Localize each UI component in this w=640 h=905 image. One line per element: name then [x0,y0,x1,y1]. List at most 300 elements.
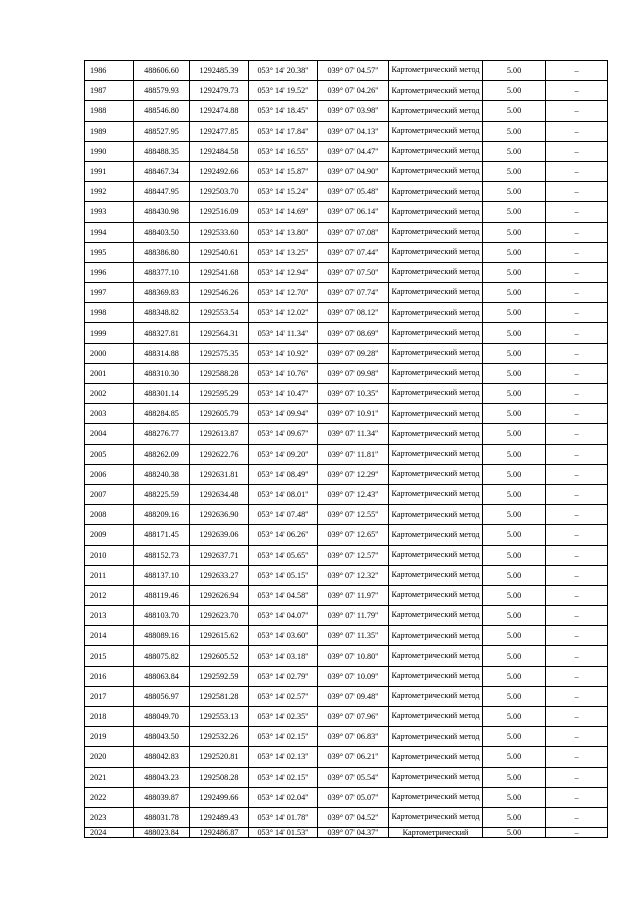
latitude-cell: 053° 14' 05.65" [249,545,318,565]
method-cell: Картометрический метод [389,747,483,767]
point-number-cell: 2021 [85,767,134,787]
point-number-cell: 2022 [85,787,134,807]
method-cell: Картометрический метод [389,384,483,404]
accuracy-cell: 5.00 [483,262,546,282]
x-coordinate-cell: 488152.73 [134,545,190,565]
y-coordinate-cell: 1292486.87 [190,828,249,838]
description-cell: – [546,807,608,827]
x-coordinate-cell: 488103.70 [134,606,190,626]
longitude-cell: 039° 07' 08.12" [318,303,389,323]
description-cell: – [546,182,608,202]
point-number-cell: 1995 [85,242,134,262]
table-row [85,747,608,767]
longitude-cell: 039° 07' 07.96" [318,707,389,727]
description-cell: – [546,61,608,81]
longitude-cell: 039° 07' 04.37" [318,828,389,838]
longitude-cell: 039° 07' 09.28" [318,343,389,363]
accuracy-cell: 5.00 [483,222,546,242]
latitude-cell: 053° 14' 09.94" [249,404,318,424]
y-coordinate-cell: 1292553.13 [190,707,249,727]
longitude-cell: 039° 07' 11.34" [318,424,389,444]
method-cell: Картометрический метод [389,646,483,666]
latitude-cell: 053° 14' 02.15" [249,727,318,747]
description-cell: – [546,767,608,787]
y-coordinate-cell: 1292631.81 [190,464,249,484]
latitude-cell: 053° 14' 08.49" [249,464,318,484]
accuracy-cell: 5.00 [483,484,546,504]
point-number-cell: 2011 [85,565,134,585]
latitude-cell: 053° 14' 12.94" [249,262,318,282]
point-number-cell: 2003 [85,404,134,424]
method-cell: Картометрический метод [389,707,483,727]
x-coordinate-cell: 488546.80 [134,101,190,121]
table-row [85,363,608,383]
description-cell: – [546,525,608,545]
table-row [85,343,608,363]
longitude-cell: 039° 07' 04.90" [318,161,389,181]
x-coordinate-cell: 488049.70 [134,707,190,727]
latitude-cell: 053° 14' 17.84" [249,121,318,141]
table-row [85,202,608,222]
description-cell: – [546,283,608,303]
longitude-cell: 039° 07' 12.32" [318,565,389,585]
x-coordinate-cell: 488043.23 [134,767,190,787]
point-number-cell: 1988 [85,101,134,121]
table-row [85,585,608,605]
coordinates-table-body [85,61,608,838]
table-row [85,525,608,545]
description-cell: – [546,444,608,464]
table-row [85,242,608,262]
method-cell: Картометрический метод [389,363,483,383]
x-coordinate-cell: 488225.59 [134,484,190,504]
point-number-cell: 1993 [85,202,134,222]
x-coordinate-cell: 488310.30 [134,363,190,383]
description-cell: – [546,384,608,404]
accuracy-cell: 5.00 [483,242,546,262]
method-cell: Картометрический метод [389,585,483,605]
accuracy-cell: 5.00 [483,828,546,838]
table-row [85,323,608,343]
accuracy-cell: 5.00 [483,61,546,81]
latitude-cell: 053° 14' 12.70" [249,283,318,303]
x-coordinate-cell: 488023.84 [134,828,190,838]
latitude-cell: 053° 14' 09.20" [249,444,318,464]
accuracy-cell: 5.00 [483,141,546,161]
description-cell: – [546,505,608,525]
latitude-cell: 053° 14' 19.52" [249,81,318,101]
latitude-cell: 053° 14' 14.69" [249,202,318,222]
latitude-cell: 053° 14' 02.04" [249,787,318,807]
table-row [85,707,608,727]
x-coordinate-cell: 488579.93 [134,81,190,101]
method-cell: Картометрический [389,828,483,838]
table-row [85,222,608,242]
accuracy-cell: 5.00 [483,161,546,181]
x-coordinate-cell: 488262.09 [134,444,190,464]
y-coordinate-cell: 1292508.28 [190,767,249,787]
accuracy-cell: 5.00 [483,283,546,303]
method-cell: Картометрический метод [389,626,483,646]
longitude-cell: 039° 07' 11.35" [318,626,389,646]
table-row [85,767,608,787]
longitude-cell: 039° 07' 10.35" [318,384,389,404]
table-row [85,141,608,161]
method-cell: Картометрический метод [389,262,483,282]
latitude-cell: 053° 14' 04.58" [249,585,318,605]
point-number-cell: 2015 [85,646,134,666]
x-coordinate-cell: 488447.95 [134,182,190,202]
longitude-cell: 039° 07' 07.08" [318,222,389,242]
latitude-cell: 053° 14' 06.26" [249,525,318,545]
table-row [85,262,608,282]
point-number-cell: 1996 [85,262,134,282]
longitude-cell: 039° 07' 07.44" [318,242,389,262]
y-coordinate-cell: 1292633.27 [190,565,249,585]
accuracy-cell: 5.00 [483,666,546,686]
y-coordinate-cell: 1292626.94 [190,585,249,605]
point-number-cell: 2005 [85,444,134,464]
x-coordinate-cell: 488606.60 [134,61,190,81]
description-cell: – [546,747,608,767]
y-coordinate-cell: 1292636.90 [190,505,249,525]
accuracy-cell: 5.00 [483,585,546,605]
accuracy-cell: 5.00 [483,404,546,424]
method-cell: Картометрический метод [389,686,483,706]
latitude-cell: 053° 14' 12.02" [249,303,318,323]
description-cell: – [546,101,608,121]
description-cell: – [546,222,608,242]
method-cell: Картометрический метод [389,404,483,424]
y-coordinate-cell: 1292492.66 [190,161,249,181]
point-number-cell: 1989 [85,121,134,141]
description-cell: – [546,626,608,646]
longitude-cell: 039° 07' 05.54" [318,767,389,787]
y-coordinate-cell: 1292637.71 [190,545,249,565]
latitude-cell: 053° 14' 03.60" [249,626,318,646]
table-row [85,787,608,807]
accuracy-cell: 5.00 [483,343,546,363]
accuracy-cell: 5.00 [483,424,546,444]
method-cell: Картометрический метод [389,666,483,686]
point-number-cell: 2009 [85,525,134,545]
y-coordinate-cell: 1292615.62 [190,626,249,646]
longitude-cell: 039° 07' 04.26" [318,81,389,101]
method-cell: Картометрический метод [389,545,483,565]
y-coordinate-cell: 1292564.31 [190,323,249,343]
description-cell: – [546,828,608,838]
latitude-cell: 053° 14' 10.47" [249,384,318,404]
description-cell: – [546,303,608,323]
table-row [85,606,608,626]
method-cell: Картометрический метод [389,727,483,747]
point-number-cell: 1990 [85,141,134,161]
table-row [85,484,608,504]
point-number-cell: 2016 [85,666,134,686]
latitude-cell: 053° 14' 04.07" [249,606,318,626]
method-cell: Картометрический метод [389,242,483,262]
accuracy-cell: 5.00 [483,626,546,646]
point-number-cell: 1994 [85,222,134,242]
accuracy-cell: 5.00 [483,747,546,767]
method-cell: Картометрический метод [389,161,483,181]
latitude-cell: 053° 14' 15.24" [249,182,318,202]
y-coordinate-cell: 1292613.87 [190,424,249,444]
y-coordinate-cell: 1292489.43 [190,807,249,827]
description-cell: – [546,202,608,222]
longitude-cell: 039° 07' 11.79" [318,606,389,626]
description-cell: – [546,121,608,141]
point-number-cell: 2017 [85,686,134,706]
longitude-cell: 039° 07' 09.98" [318,363,389,383]
y-coordinate-cell: 1292485.39 [190,61,249,81]
x-coordinate-cell: 488284.85 [134,404,190,424]
x-coordinate-cell: 488209.16 [134,505,190,525]
table-row [85,464,608,484]
x-coordinate-cell: 488075.82 [134,646,190,666]
longitude-cell: 039° 07' 06.14" [318,202,389,222]
point-number-cell: 2024 [85,828,134,838]
x-coordinate-cell: 488377.10 [134,262,190,282]
x-coordinate-cell: 488063.84 [134,666,190,686]
point-number-cell: 2020 [85,747,134,767]
table-row [85,565,608,585]
accuracy-cell: 5.00 [483,686,546,706]
latitude-cell: 053° 14' 02.15" [249,767,318,787]
point-number-cell: 2008 [85,505,134,525]
latitude-cell: 053° 14' 02.57" [249,686,318,706]
point-number-cell: 2001 [85,363,134,383]
longitude-cell: 039° 07' 04.47" [318,141,389,161]
description-cell: – [546,787,608,807]
description-cell: – [546,141,608,161]
longitude-cell: 039° 07' 07.74" [318,283,389,303]
point-number-cell: 1998 [85,303,134,323]
x-coordinate-cell: 488171.45 [134,525,190,545]
table-row [85,626,608,646]
latitude-cell: 053° 14' 13.80" [249,222,318,242]
table-row [85,727,608,747]
method-cell: Картометрический метод [389,444,483,464]
x-coordinate-cell: 488137.10 [134,565,190,585]
y-coordinate-cell: 1292540.61 [190,242,249,262]
longitude-cell: 039° 07' 05.07" [318,787,389,807]
accuracy-cell: 5.00 [483,505,546,525]
accuracy-cell: 5.00 [483,525,546,545]
point-number-cell: 2019 [85,727,134,747]
x-coordinate-cell: 488301.14 [134,384,190,404]
x-coordinate-cell: 488042.83 [134,747,190,767]
longitude-cell: 039° 07' 11.97" [318,585,389,605]
longitude-cell: 039° 07' 06.21" [318,747,389,767]
method-cell: Картометрический метод [389,323,483,343]
accuracy-cell: 5.00 [483,787,546,807]
method-cell: Картометрический метод [389,464,483,484]
description-cell: – [546,666,608,686]
y-coordinate-cell: 1292533.60 [190,222,249,242]
description-cell: – [546,707,608,727]
y-coordinate-cell: 1292553.54 [190,303,249,323]
method-cell: Картометрический метод [389,202,483,222]
x-coordinate-cell: 488348.82 [134,303,190,323]
method-cell: Картометрический метод [389,222,483,242]
y-coordinate-cell: 1292516.09 [190,202,249,222]
table-row [85,161,608,181]
accuracy-cell: 5.00 [483,606,546,626]
longitude-cell: 039° 07' 10.09" [318,666,389,686]
table-row [85,545,608,565]
method-cell: Картометрический метод [389,565,483,585]
x-coordinate-cell: 488403.50 [134,222,190,242]
y-coordinate-cell: 1292532.26 [190,727,249,747]
method-cell: Картометрический метод [389,101,483,121]
latitude-cell: 053° 14' 18.45" [249,101,318,121]
point-number-cell: 1999 [85,323,134,343]
description-cell: – [546,585,608,605]
method-cell: Картометрический метод [389,787,483,807]
point-number-cell: 1986 [85,61,134,81]
method-cell: Картометрический метод [389,767,483,787]
latitude-cell: 053° 14' 10.76" [249,363,318,383]
description-cell: – [546,545,608,565]
point-number-cell: 2010 [85,545,134,565]
point-number-cell: 2013 [85,606,134,626]
x-coordinate-cell: 488527.95 [134,121,190,141]
point-number-cell: 1992 [85,182,134,202]
x-coordinate-cell: 488327.81 [134,323,190,343]
x-coordinate-cell: 488089.16 [134,626,190,646]
description-cell: – [546,81,608,101]
table-row [85,686,608,706]
method-cell: Картометрический метод [389,121,483,141]
description-cell: – [546,424,608,444]
y-coordinate-cell: 1292592.59 [190,666,249,686]
method-cell: Картометрический метод [389,182,483,202]
point-number-cell: 2000 [85,343,134,363]
y-coordinate-cell: 1292541.68 [190,262,249,282]
description-cell: – [546,363,608,383]
latitude-cell: 053° 14' 02.13" [249,747,318,767]
table-row [85,101,608,121]
x-coordinate-cell: 488369.83 [134,283,190,303]
description-cell: – [546,262,608,282]
table-row [85,666,608,686]
latitude-cell: 053° 14' 13.25" [249,242,318,262]
point-number-cell: 2007 [85,484,134,504]
table-row [85,384,608,404]
accuracy-cell: 5.00 [483,363,546,383]
latitude-cell: 053° 14' 16.55" [249,141,318,161]
longitude-cell: 039° 07' 07.50" [318,262,389,282]
x-coordinate-cell: 488467.34 [134,161,190,181]
longitude-cell: 039° 07' 04.52" [318,807,389,827]
y-coordinate-cell: 1292581.28 [190,686,249,706]
method-cell: Картометрический метод [389,81,483,101]
point-number-cell: 2002 [85,384,134,404]
y-coordinate-cell: 1292623.70 [190,606,249,626]
longitude-cell: 039° 07' 10.80" [318,646,389,666]
description-cell: – [546,404,608,424]
y-coordinate-cell: 1292520.81 [190,747,249,767]
x-coordinate-cell: 488430.98 [134,202,190,222]
latitude-cell: 053° 14' 01.78" [249,807,318,827]
y-coordinate-cell: 1292503.70 [190,182,249,202]
latitude-cell: 053° 14' 05.15" [249,565,318,585]
y-coordinate-cell: 1292575.35 [190,343,249,363]
longitude-cell: 039° 07' 12.55" [318,505,389,525]
description-cell: – [546,646,608,666]
accuracy-cell: 5.00 [483,121,546,141]
table-row [85,61,608,81]
table-row [85,807,608,827]
longitude-cell: 039° 07' 11.81" [318,444,389,464]
y-coordinate-cell: 1292605.79 [190,404,249,424]
table-row [85,646,608,666]
point-number-cell: 1987 [85,81,134,101]
table-row [85,283,608,303]
accuracy-cell: 5.00 [483,81,546,101]
longitude-cell: 039° 07' 12.57" [318,545,389,565]
y-coordinate-cell: 1292479.73 [190,81,249,101]
accuracy-cell: 5.00 [483,202,546,222]
method-cell: Картометрический метод [389,283,483,303]
y-coordinate-cell: 1292477.85 [190,121,249,141]
point-number-cell: 2018 [85,707,134,727]
method-cell: Картометрический метод [389,525,483,545]
method-cell: Картометрический метод [389,505,483,525]
method-cell: Картометрический метод [389,606,483,626]
accuracy-cell: 5.00 [483,727,546,747]
y-coordinate-cell: 1292499.66 [190,787,249,807]
description-cell: – [546,565,608,585]
method-cell: Картометрический метод [389,61,483,81]
table-row [85,404,608,424]
latitude-cell: 053° 14' 20.38" [249,61,318,81]
accuracy-cell: 5.00 [483,767,546,787]
accuracy-cell: 5.00 [483,707,546,727]
table-row [85,505,608,525]
latitude-cell: 053° 14' 15.87" [249,161,318,181]
point-number-cell: 2012 [85,585,134,605]
accuracy-cell: 5.00 [483,464,546,484]
y-coordinate-cell: 1292634.48 [190,484,249,504]
y-coordinate-cell: 1292546.26 [190,283,249,303]
table-row [85,303,608,323]
x-coordinate-cell: 488043.50 [134,727,190,747]
point-number-cell: 2006 [85,464,134,484]
accuracy-cell: 5.00 [483,323,546,343]
x-coordinate-cell: 488386.80 [134,242,190,262]
latitude-cell: 053° 14' 03.18" [249,646,318,666]
y-coordinate-cell: 1292484.58 [190,141,249,161]
latitude-cell: 053° 14' 11.34" [249,323,318,343]
description-cell: – [546,343,608,363]
point-number-cell: 2004 [85,424,134,444]
table-row [85,424,608,444]
latitude-cell: 053° 14' 01.53" [249,828,318,838]
description-cell: – [546,484,608,504]
latitude-cell: 053° 14' 08.01" [249,484,318,504]
method-cell: Картометрический метод [389,303,483,323]
longitude-cell: 039° 07' 05.48" [318,182,389,202]
longitude-cell: 039° 07' 09.48" [318,686,389,706]
accuracy-cell: 5.00 [483,545,546,565]
point-number-cell: 1991 [85,161,134,181]
description-cell: – [546,606,608,626]
y-coordinate-cell: 1292595.29 [190,384,249,404]
y-coordinate-cell: 1292622.76 [190,444,249,464]
point-number-cell: 2014 [85,626,134,646]
